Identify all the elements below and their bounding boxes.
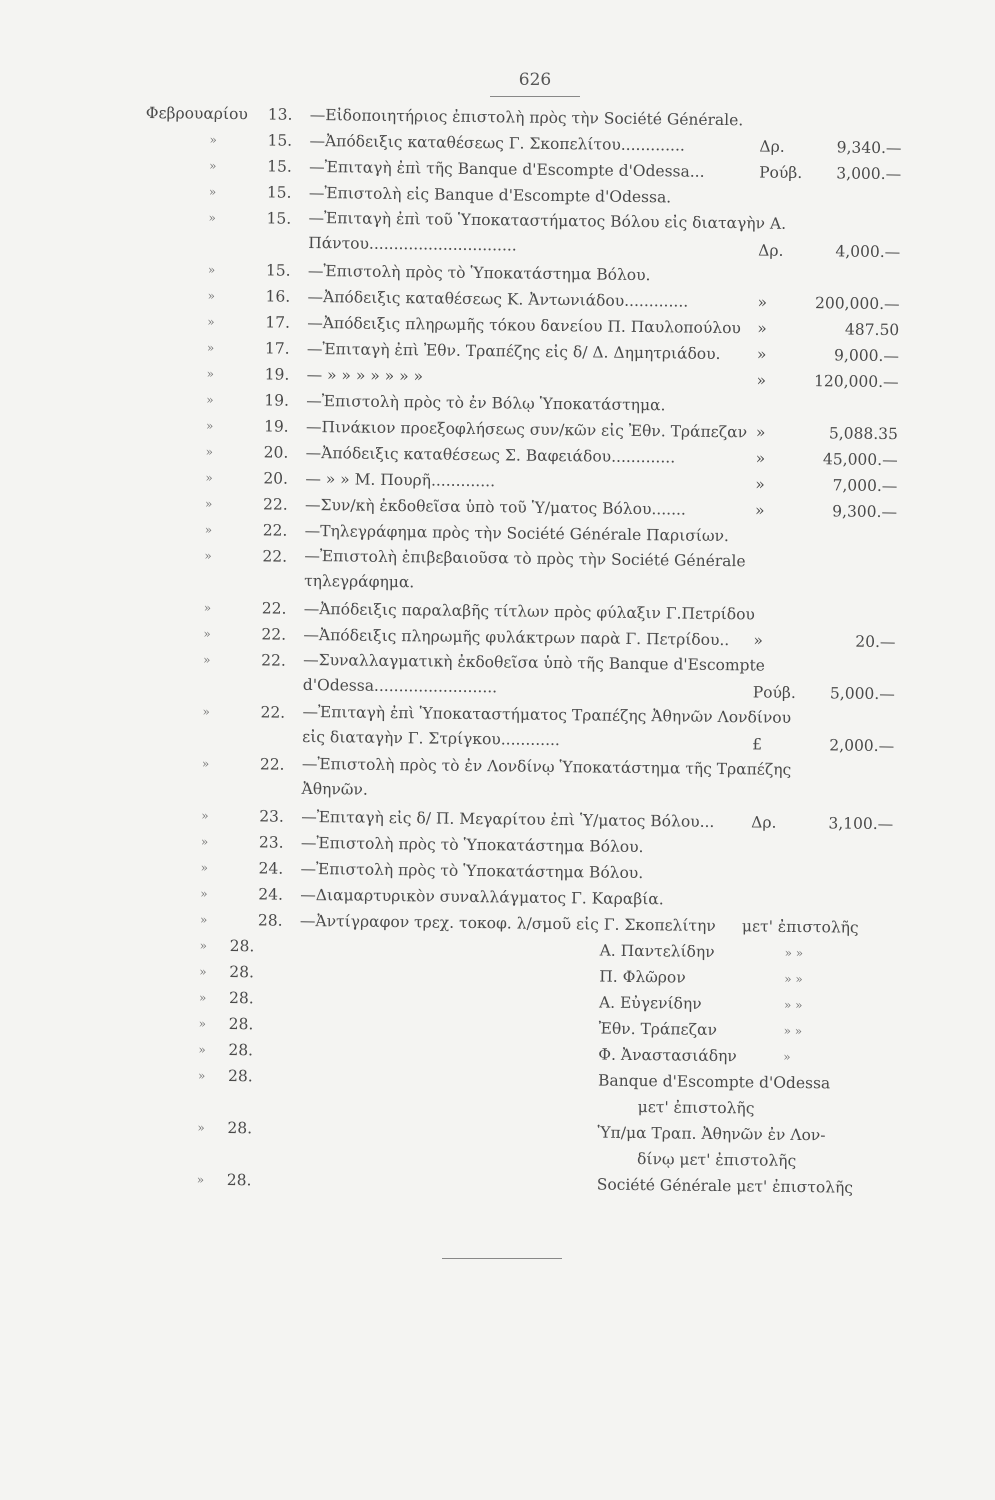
entry-currency [755,523,813,524]
entry-day: 13. [267,105,293,124]
entry-text: —Ἐπιταγὴ ἐπὶ τῆς Banque d'Escompte d'Odessa... [309,157,705,181]
entry-day: 19. [264,365,290,384]
ditto-mark: » [197,1120,205,1135]
entry-day: 28. [227,1067,253,1086]
entry-text: —Ἐπιστολὴ πρὸς τὸ Ὑποκατάστημα Βόλου. [300,859,644,883]
entry-day: 20. [263,469,289,488]
entry-amount: 2,000.— [829,736,895,756]
entry-amount [809,186,901,187]
entry-currency: » [755,423,766,442]
entry-text: —Πινάκιον προεξοφλήσεως συν/κῶν εἰς Ἐθν. Τράπεζαν [305,417,748,442]
entry-text: —Ἐπιστολὴ ἐπιβεβαιοῦσα τὸ πρὸς τὴν Société Générale τηλεγράφημα. [304,546,746,592]
entry-text: —Ἐπιστολὴ πρὸς τὸ Ὑποκατάστημα Βόλου. [307,261,651,285]
ditto-mark: » [208,210,216,225]
entry-day: 19. [263,417,289,436]
entry-currency: Δρ. [759,137,785,156]
entry-amount: 487.50 [844,320,900,340]
entry-amount: 3,100.— [828,814,894,834]
entry-currency: » [757,293,768,312]
entry-amount [806,394,898,395]
ditto-mark: » [209,132,217,147]
entry-day: 28. [257,911,283,930]
ditto-mark: » [198,990,207,1005]
entry-text: —Ἐπιστολὴ πρὸς τὸ ἐν Βόλῳ Ὑποκατάστημα. [306,391,666,415]
entry-day: 15. [265,261,291,280]
entry-currency [760,107,818,108]
entry-amount [804,602,896,603]
entry-currency [751,835,809,836]
entry-text: —Ἀπόδειξις πληρωμῆς φυλάκτρων παρὰ Γ. Πετρίδου.. [303,625,730,650]
ditto-mark: » [196,1172,205,1187]
copy-recipient: Φ. Ἀναστασιάδην [598,1045,737,1066]
entry-currency [759,185,817,186]
ditto-mark: » [198,1016,207,1031]
entry-text: —Ἐπιταγὴ ἐπὶ Ἐθν. Τραπέζης εἰς δ/ Δ. Δημητριάδου. [306,339,721,363]
ditto-mark: » [205,444,214,459]
entry-amount [801,862,893,863]
ditto-mark: » [206,366,215,381]
entry-amount: 7,000.— [832,476,898,496]
entry-amount [804,576,896,577]
copy-note: » » [783,1023,803,1039]
entry-day: 28. [226,1171,252,1190]
entry-day: 22. [259,755,285,774]
page-number: 626 [518,70,552,90]
ditto-mark: » [207,262,216,277]
ditto-mark: » [203,600,212,615]
entry-text: —Ἐπιστολὴ πρὸς τὸ Ὑποκατάστημα Βόλου. [300,833,644,857]
entry-amount [805,524,897,525]
copy-recipient: Ὑπ/μα Τραπ. Ἀθηνῶν ἐν Λον- [597,1123,826,1145]
entry-currency [758,263,816,264]
entry-currency: » [755,475,765,494]
month-label: Φεβρουαρίου [145,103,248,124]
copy-note: » » [783,997,803,1013]
footer-rule [442,1258,562,1259]
entry-text: —Ἀπόδειξις καταθέσεως Σ. Βαφειάδου............. [305,443,676,467]
entry-amount: 120,000.— [813,372,899,392]
entry-text: —Ἐπιστολὴ εἰς Banque d'Escompte d'Odessa. [308,183,672,207]
entry-currency: Δρ. [758,241,784,260]
entry-amount: 5,088.35 [828,424,899,444]
entry-currency: Δρ. [751,813,777,832]
ditto-mark: » [202,704,210,719]
entry-currency [750,887,808,888]
entry-day: 17. [265,313,291,332]
entry-text: —Εἰδοποιητήριος ἐπιστολὴ πρὸς τὴν Société Générale. [309,105,744,130]
entry-text: —Ἀπόδειξις παραλαβῆς τίτλων πρὸς φύλαξιν Γ.Πετρίδου [303,599,756,624]
copy-recipient: Société Générale μετ' ἐπιστολῆς [596,1175,854,1197]
entry-amount: μετ' ἐπιστολῆς [741,917,859,937]
entry-day: 28. [227,1119,253,1138]
entry-currency: » [754,501,765,520]
entry-day: 24. [258,859,284,878]
copy-recipient: δίνῳ μετ' ἐπιστολῆς [636,1150,797,1170]
entry-text: —Ἀντίγραφον τρεχ. τοκοφ. λ/σμοῦ εἰς Γ. Σκοπελίτην [299,911,716,935]
entry-text: —Ἀπόδειξις πληρωμῆς τόκου δανείου Π. Παυλοπούλου [307,313,742,338]
entry-currency: » [753,631,764,650]
ditto-mark: » [205,418,214,433]
entry-day: 15. [266,209,292,228]
ditto-mark: » [203,626,211,641]
entry-day: 22. [262,495,288,514]
ledger-entries [0,98,995,1202]
ditto-mark: » [205,470,213,485]
entry-day: 15. [267,131,293,150]
copy-recipient: Banque d'Escompte d'Odessa [597,1071,831,1093]
entry-text: —Συναλλαγματικὴ ἐκδοθεῖσα ὑπὸ τῆς Banque d'Escompte d'Odessa......................... [302,650,766,697]
ditto-mark: » [203,652,211,667]
ditto-mark: » [207,314,215,329]
ditto-mark: » [199,964,207,979]
ditto-mark: » [204,522,213,537]
entry-currency: » [755,449,766,468]
entry-amount: 5,000.— [829,684,895,704]
ditto-mark: » [198,1042,206,1057]
copy-note: » » [784,945,804,961]
ditto-mark: » [200,886,208,901]
ditto-mark: » [201,756,210,771]
entry-currency: » [757,319,767,338]
entry-amount: 9,340.— [836,138,902,158]
ditto-mark: » [201,808,209,823]
entry-day: 22. [262,521,288,540]
entry-day: 22. [261,651,286,670]
entry-day: 22. [261,625,287,644]
entry-day: 22. [262,547,288,566]
copy-recipient: μετ' ἐπιστολῆς [637,1098,755,1118]
ditto-mark: » [197,1068,206,1083]
copy-note: » [783,1049,791,1064]
entry-text: —Διαμαρτυρικὸν συναλλάγματος Γ. Καραβία. [300,885,664,909]
entry-text: —Ἀπόδειξις καταθέσεως Κ. Ἀντωνιάδου............. [307,287,689,311]
entry-currency: £ [752,735,763,754]
entry-currency [751,861,809,862]
entry-day: 22. [260,703,286,722]
entry-amount: 20.— [855,632,896,652]
entry-day: 15. [266,183,292,202]
entry-amount [802,784,894,785]
ditto-mark: » [207,288,216,303]
entry-amount [808,264,900,265]
entry-text: —Ἐπιταγὴ ἐπὶ Ὑποκαταστήματος Τραπέζης Ἀθηνῶν Λονδίνου εἰς διαταγὴν Γ. Στρίγκου............ [302,702,792,750]
copy-note: » » [784,971,803,987]
entry-day: 28. [228,1015,254,1034]
entry-day: 28. [229,937,255,956]
entry-day: 28. [228,989,254,1008]
ditto-mark: » [199,912,208,927]
ditto-mark: » [200,834,209,849]
entry-text: —Συν/κὴ ἐκδοθεῖσα ὑπὸ τοῦ Ὑ/ματος Βόλου....... [304,495,687,519]
entry-day: 28. [229,963,255,982]
ditto-mark: » [199,938,208,953]
ditto-mark: » [200,860,209,875]
entry-amount: 200,000.— [814,294,900,314]
entry-day: 17. [264,339,290,358]
ditto-mark: » [209,158,217,173]
copy-recipient: Α. Εὐγενίδην [598,993,702,1013]
entry-text: — » » » » » » » [306,365,424,386]
entry-day: 22. [261,599,287,618]
entry-amount [810,108,902,109]
entry-day: 24. [258,885,284,904]
copy-recipient: Α. Παντελίδην [599,941,715,961]
entry-currency: » [756,371,767,390]
entry-text: —Ἐπιστολὴ πρὸς τὸ ἐν Λονδίνῳ Ὑποκατάστημα τῆς Τραπέζης Ἀθηνῶν. [301,754,792,799]
entry-currency: Ρούβ. [759,163,803,182]
copy-recipient: Ἐθν. Τράπεζαν [598,1019,718,1039]
entry-text: —Ἐπιταγὴ εἰς δ/ Π. Μεγαρίτου ἐπὶ Ὑ/ματος Βόλου... [301,807,715,831]
entry-amount: 9,000.— [834,346,900,366]
entry-text: —Ἐπιταγὴ ἐπὶ τοῦ Ὑποκαταστήματος Βόλου εἰς διαταγὴν Α. Πάντου.............................. [308,208,787,255]
entry-amount [801,836,893,837]
entry-day: 23. [258,833,284,852]
ditto-mark: » [206,340,215,355]
entry-amount: 9,300.— [832,502,898,522]
entry-amount [800,888,892,889]
entry-text: —Τηλεγράφημα πρὸς τὴν Société Générale Παρισίων. [304,521,730,546]
entry-day: 19. [264,391,290,410]
entry-day: 23. [259,807,285,826]
entry-currency: Ρούβ. [752,683,796,702]
ditto-mark: » [208,184,217,199]
entry-currency [754,601,812,602]
entry-currency [756,393,814,394]
entry-text: — » » Μ. Πουρῆ............. [305,469,496,491]
entry-day: 15. [267,157,292,176]
entry-text: —Ἀπόδειξις καταθέσεως Γ. Σκοπελίτου............. [309,131,685,155]
entry-day: 20. [263,443,289,462]
entry-amount: 3,000.— [836,164,902,184]
entry-day: 16. [265,287,291,306]
entry-currency: » [756,345,767,364]
copy-recipient: Π. Φλῶρον [599,967,686,987]
entry-day: 28. [228,1041,254,1060]
page-number-rule [490,96,580,97]
ditto-mark: » [204,548,212,563]
ditto-mark: » [204,496,213,511]
entry-amount: 45,000.— [822,450,898,470]
entry-amount: 4,000.— [835,242,901,262]
ditto-mark: » [206,392,214,407]
